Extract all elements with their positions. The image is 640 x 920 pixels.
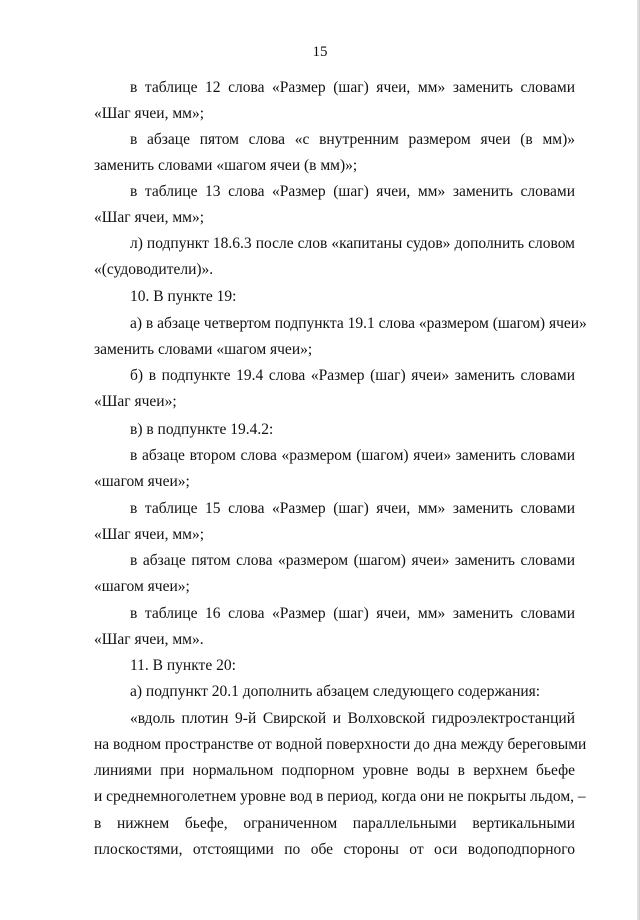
text-line: «Шаг ячеи, мм». [94,631,204,648]
text-line: в абзаце пятом слова «размером (шагом) ячеи» заменить словами [130,552,575,569]
text-line: «(судоводители)». [94,261,214,278]
text-line: и среднемноголетнем уровне вод в период, когда они не покрыты льдом, – [94,788,586,805]
text-line: заменить словами «шагом ячеи»; [94,341,313,358]
text-line: плоскостями, отстоящими по обе стороны от оси водоподпорного [94,841,575,858]
text-line: заменить словами «шагом ячеи (в мм)»; [94,157,358,174]
text-line: л) подпункт 18.6.3 после слов «капитаны судов» дополнить словом [130,235,575,252]
text-line: 10. В пункте 19: [130,288,237,305]
text-line: в нижнем бьефе, ограниченном параллельными вертикальными [94,815,575,832]
text-line: в абзаце втором слова «размером (шагом) ячеи» заменить словами [130,447,575,464]
text-line: в) в подпункте 19.4.2: [130,421,274,438]
text-line: линиями при нормальном подпорном уровне воды в верхнем бьефе [94,762,575,779]
text-line: в таблице 13 слова «Размер (шаг) ячеи, мм» заменить словами [130,183,575,200]
text-line: в абзаце пятом слова «с внутренним размером ячеи (в мм)» [130,131,575,148]
text-line: на водном пространстве от водной поверхности до дна между береговыми [94,736,587,753]
text-line: «Шаг ячеи, мм»; [94,209,205,226]
text-line: «шагом ячеи»; [94,473,190,490]
text-line: 11. В пункте 20: [130,657,236,674]
text-line: а) в абзаце четвертом подпункта 19.1 слова «размером (шагом) ячеи» [130,315,587,332]
text-line: «Шаг ячеи, мм»; [94,526,205,543]
text-line: «вдоль плотин 9-й Свирской и Волховской гидроэлектростанций [130,710,575,727]
text-line: «Шаг ячеи»; [94,393,177,410]
text-line: в таблице 15 слова «Размер (шаг) ячеи, мм» заменить словами [130,500,575,517]
text-line: в таблице 12 слова «Размер (шаг) ячеи, мм» заменить словами [130,79,575,96]
page-number: 15 [312,44,328,60]
text-line: «шагом ячеи»; [94,578,190,595]
text-line: б) в подпункте 19.4 слова «Размер (шаг) ячеи» заменить словами [130,367,575,384]
text-line: а) подпункт 20.1 дополнить абзацем следующего содержания: [130,683,541,700]
text-line: «Шаг ячеи, мм»; [94,105,205,122]
text-line: в таблице 16 слова «Размер (шаг) ячеи, мм» заменить словами [130,605,575,622]
